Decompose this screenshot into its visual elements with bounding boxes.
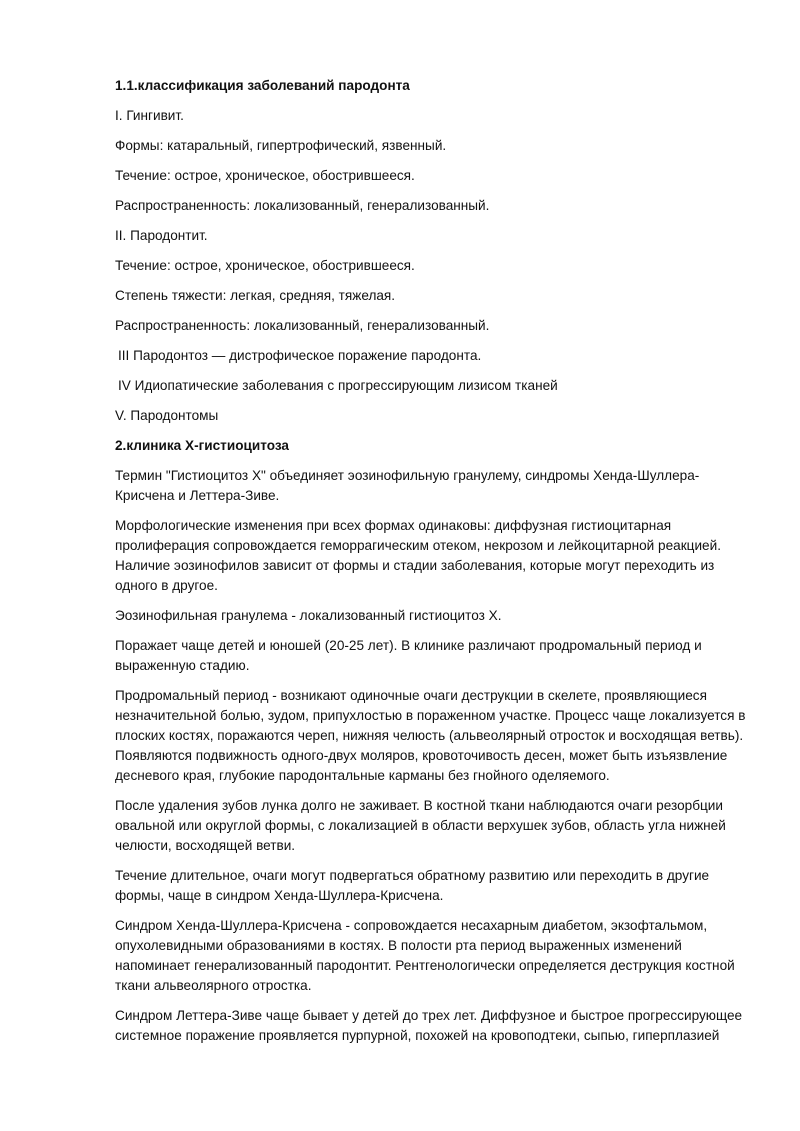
paragraph: Продромальный период - возникают одиночные очаги деструкции в скелете, проявляющиеся незначительной болью, зудом, припухлостью в пораженном участке. Процесс чаще локализуется в плоских костях, поражаются череп, нижняя челюсть (альвеолярный отросток и восходящая ветвь). Появляются подвижность одного-двух моляров, кровоточивость десен, может быть изъязвление десневого края, глубокие пародонтальные карманы без гнойного оделяемого. (115, 688, 746, 783)
text-line: Распространенность: локализованный, генерализованный. (115, 318, 490, 333)
paragraph: Синдром Хенда-Шуллера-Крисчена - сопровождается несахарным диабетом, экзофтальмом, опухолевидными образованиями в костях. В полости рта период выраженных изменений напоминает генерализованный пародонтит. Рентгенологически определяется деструкция костной ткани альвеолярного отростка. (115, 918, 735, 993)
text-line: IV Идиопатические заболевания с прогрессирующим лизисом тканей (118, 378, 558, 393)
paragraph: Течение длительное, очаги могут подвергаться обратному развитию или переходить в другие формы, чаще в синдром Хенда-Шуллера-Крисчена. (115, 868, 710, 903)
text-line: Течение: острое, хроническое, обострившееся. (115, 168, 415, 183)
document-body (115, 76, 747, 1056)
paragraph: Поражает чаще детей и юношей (20-25 лет). В клинике различают продромальный период и выраженную стадию. (115, 638, 702, 673)
text-line: Распространенность: локализованный, генерализованный. (115, 198, 490, 213)
paragraph: Эозинофильная гранулема - локализованный гистиоцитоз X. (115, 608, 502, 623)
text-line: Формы: катаральный, гипертрофический, язвенный. (115, 138, 447, 153)
section1-heading: 1.1.классификация заболеваний пародонта (115, 78, 410, 93)
text-line: I. Гингивит. (115, 108, 184, 123)
text-line: Течение: острое, хроническое, обострившееся. (115, 258, 415, 273)
paragraph: Термин "Гистиоцитоз X" объединяет эозинофильную гранулему, синдромы Хенда-Шуллера-Крисчена и Леттера-Зиве. (115, 468, 700, 503)
paragraph: Морфологические изменения при всех формах одинаковы: диффузная гистиоцитарная пролиферация сопровождается геморрагическим отеком, некрозом и лейкоцитарной реакцией. Наличие эозинофилов зависит от формы и стадии заболевания, которые могут переходить из одного в другое. (115, 518, 721, 593)
text-line: Степень тяжести: легкая, средняя, тяжелая. (115, 288, 396, 303)
text-line: V. Пародонтомы (115, 408, 219, 423)
section2-heading: 2.клиника Х-гистиоцитоза (115, 438, 289, 453)
paragraph: После удаления зубов лунка долго не заживает. В костной ткани наблюдаются очаги резорбции овальной или округлой формы, с локализацией в области верхушек зубов, область угла нижней челюсти, восходящей ветви. (115, 798, 726, 853)
paragraph: Синдром Леттера-Зиве чаще бывает у детей до трех лет. Диффузное и быстрое прогрессирующее системное поражение проявляется пурпурной, похожей на кровоподтеки, сыпью, гиперплазией (115, 1008, 743, 1043)
text-line: III Пародонтоз — дистрофическое поражение пародонта. (118, 348, 482, 363)
text-line: II. Пародонтит. (115, 228, 208, 243)
